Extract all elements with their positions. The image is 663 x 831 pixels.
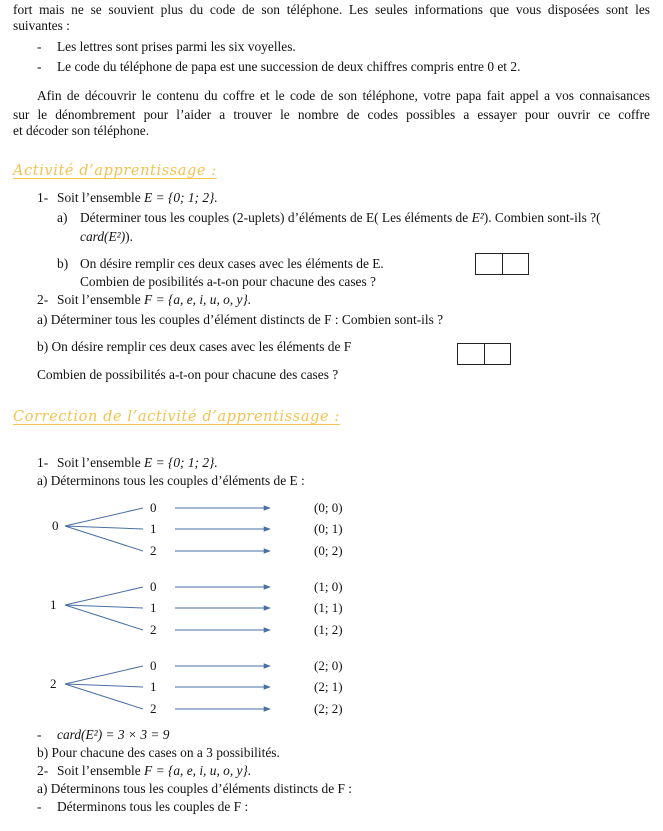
c1b-text: b) Pour chacune des cases on a 3 possibilités. (37, 745, 280, 760)
tree-branch-label: 0 (150, 658, 157, 673)
q1a-label: a) (57, 210, 68, 225)
tree-branch-label: 0 (150, 579, 157, 594)
tree-result-pair: (0; 0) (314, 500, 343, 515)
tree-result-pair: (2; 0) (314, 658, 343, 673)
tree-branch-label: 1 (150, 521, 157, 536)
c2a-text: a) Déterminons tous les couples d’éléments distincts de F : (37, 781, 352, 796)
tree-result-pair: (1; 2) (314, 622, 343, 637)
tree-branch-line (65, 605, 143, 608)
tree-branch-line (65, 684, 143, 709)
q1a-card: card(E²)). (80, 229, 133, 244)
card-result: card(E²) = 3 × 3 = 9 (57, 727, 170, 742)
two-cell-box-f (457, 343, 511, 365)
c2-last-text: Déterminons tous les couples de F : (57, 799, 249, 814)
q1b-text: On désire remplir ces deux cases avec les éléments de E. (80, 256, 384, 271)
tree-branch-line (65, 526, 143, 529)
tree-branch-label: 1 (150, 679, 157, 694)
bullet-dash: - (37, 59, 42, 74)
q1b-label: b) (57, 256, 69, 271)
two-cell-box-e (475, 253, 529, 275)
q1b-text-2: Combien de posibilités a-t-on pour chacune des cases ? (80, 274, 376, 289)
card-dash: - (37, 727, 42, 742)
activite-title: Activité d’apprentissage : (13, 163, 217, 179)
intro-bullet-1: Les lettres sont prises parmi les six voyelles. (57, 39, 296, 54)
tree-result-pair: (1; 0) (314, 579, 343, 594)
c1a-text: a) Déterminons tous les couples d’éléments de E : (37, 473, 305, 488)
tree-branch-line (65, 587, 143, 605)
q2-text: Soit l’ensemble F = {a, e, i, u, o, y}. (57, 292, 252, 307)
tree-root-label: 0 (52, 518, 59, 533)
tree-branch-label: 0 (150, 500, 157, 515)
tree-branch-line (65, 526, 143, 551)
tree-root-label: 2 (50, 676, 57, 691)
tree-branch-label: 2 (150, 543, 157, 558)
q2b-text: b) On désire remplir ces deux cases avec les éléments de F (37, 339, 352, 354)
tree-branch-line (65, 605, 143, 630)
intro-para-3: et décoder son téléphone. (13, 123, 150, 138)
tree-branch-label: 2 (150, 701, 157, 716)
c2-number: 2- (37, 763, 49, 778)
tree-branch-line (65, 666, 143, 684)
correction-title: Correction de l’activité d’apprentissage : (13, 409, 340, 425)
q2a-text: a) Déterminer tous les couples d’élément distincts de F : Combien sont-ils ? (37, 312, 444, 327)
tree-result-pair: (0; 1) (314, 521, 343, 536)
tree-result-pair: (0; 2) (314, 543, 343, 558)
tree-root-label: 1 (50, 597, 57, 612)
c1-text: Soit l’ensemble E = {0; 1; 2}. (57, 455, 218, 470)
intro-line-1: fort mais ne se souvient plus du code de son téléphone. Les seules informations que vous disposées sont les (13, 2, 650, 17)
bullet-dash: - (37, 39, 42, 54)
intro-para-2: sur le dénombrement pour l’aider a trouver le nombre de codes possibles a essayer pour ouvrir ce coffre (13, 107, 650, 122)
tree-block (50, 658, 343, 716)
tree-branch-line (65, 508, 143, 526)
q1-number: 1- (37, 190, 49, 205)
tree-result-pair: (2; 1) (314, 679, 343, 694)
tree-result-pair: (2; 2) (314, 701, 343, 716)
intro-para-1: Afin de découvrir le contenu du coffre et le code de son téléphone, votre papa fait appel a vos connaisances (37, 88, 650, 103)
tree-diagram (0, 495, 663, 727)
tree-result-pair: (1; 1) (314, 600, 343, 615)
c2-dash: - (37, 799, 42, 814)
tree-branch-line (65, 684, 143, 687)
tree-branch-label: 2 (150, 622, 157, 637)
tree-branch-label: 1 (150, 600, 157, 615)
q2c-text: Combien de possibilités a-t-on pour chacune des cases ? (37, 367, 339, 382)
c1-number: 1- (37, 455, 49, 470)
tree-block (52, 500, 343, 558)
tree-block (50, 579, 343, 637)
q1a-text: Déterminer tous les couples (2-uplets) d’éléments de E( Les éléments de E²). Combien sont-ils ?( (80, 210, 601, 225)
intro-line-2: suivantes : (13, 18, 70, 33)
intro-bullet-2: Le code du téléphone de papa est une succession de deux chiffres compris entre 0 et 2. (57, 59, 521, 74)
q2-number: 2- (37, 292, 49, 307)
q1-text: Soit l’ensemble E = {0; 1; 2}. (57, 190, 218, 205)
c2-text: Soit l’ensemble F = {a, e, i, u, o, y}. (57, 763, 252, 778)
